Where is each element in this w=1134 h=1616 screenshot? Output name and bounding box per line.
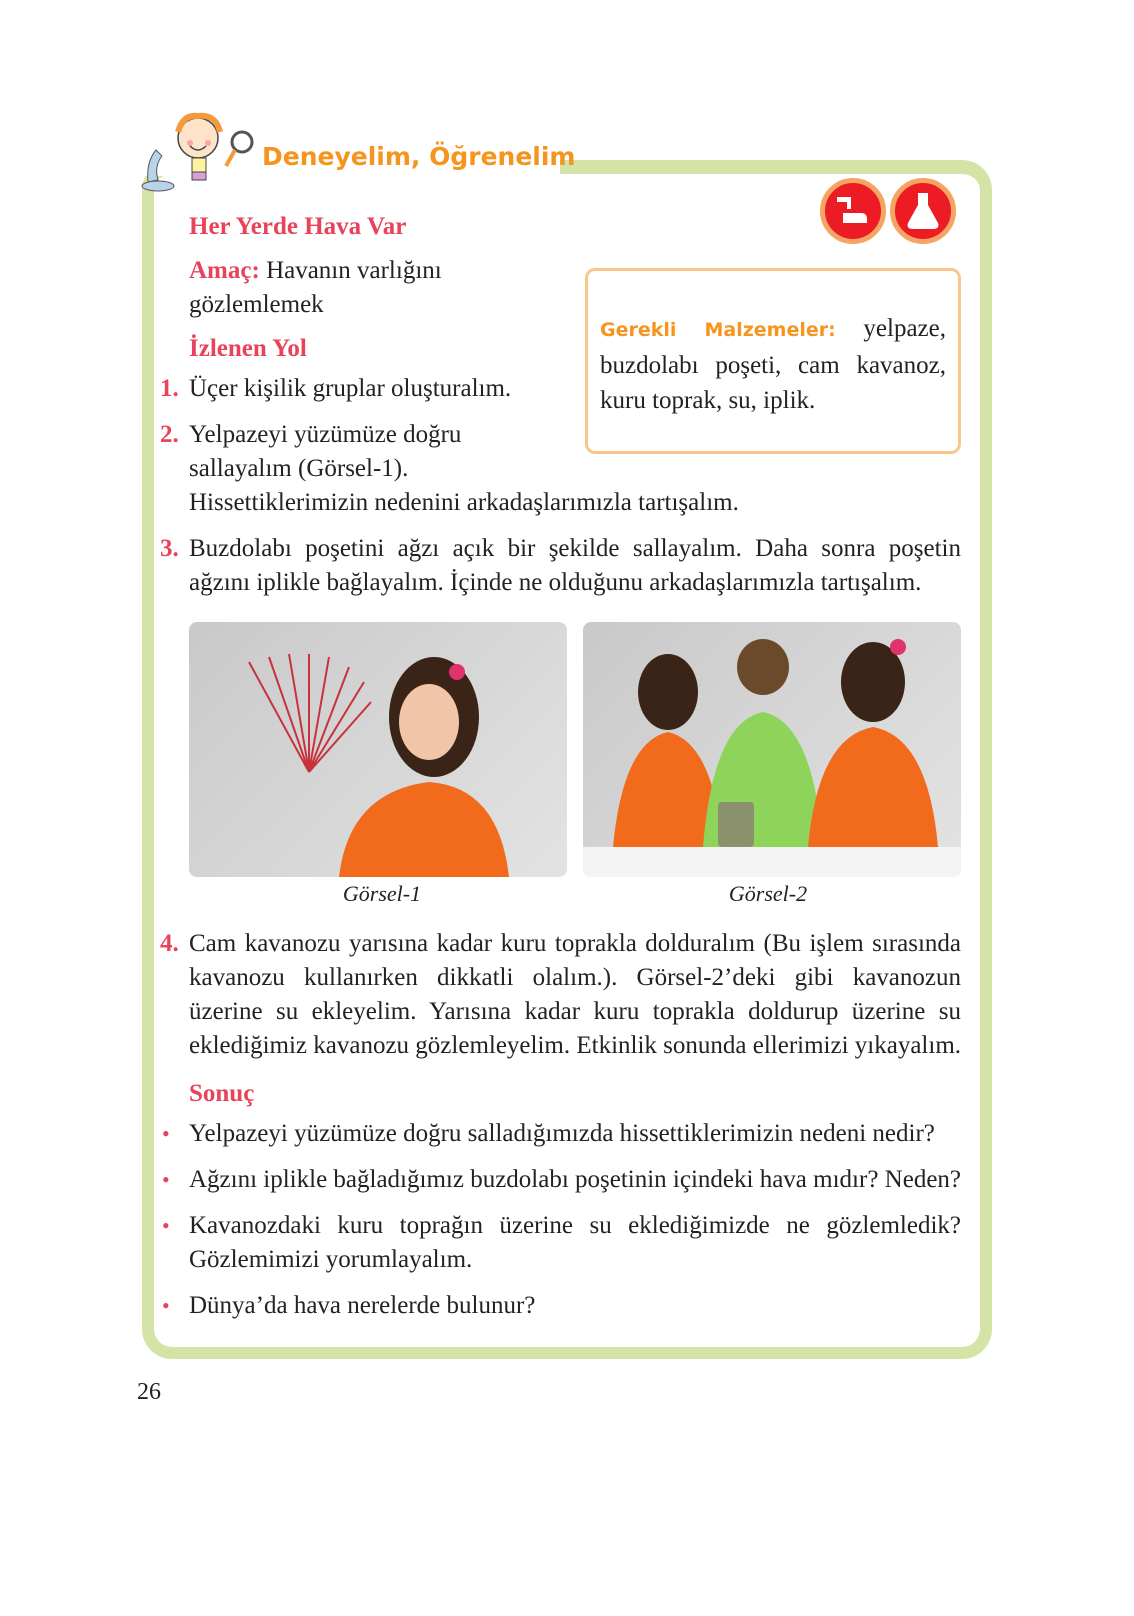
- step-text: Cam kavanozu yarısına kadar kuru toprakla dolduralım (Bu işlem sırasında kavanozu kullanırken dikkatli olalım.). Görsel-2’deki gibi kavanozun üzerine su ekleyelim. Yarısına kadar kuru toprakla doldurup üzerine su eklediğimiz kavanozu gözlemleyelim. Etkinlik sonunda ellerimizi yıkayalım.: [189, 930, 962, 1059]
- step-text: Üçer kişilik gruplar oluşturalım.: [189, 375, 512, 402]
- question-item: • Ağzını iplikle bağladığımız buzdolabı poşetinin içindeki hava mıdır? Neden?: [162, 1166, 962, 1193]
- photo-kids-with-jar: [583, 622, 961, 877]
- step-number: 2.: [160, 421, 179, 448]
- question: Yelpazeyi yüzümüze doğru salladığımızda hissettiklerimizin nedeni nedir?: [189, 1120, 935, 1147]
- aim-text: Havanın varlığını gözlemlemek: [189, 257, 442, 318]
- figures: [160, 622, 961, 877]
- step: [160, 372, 961, 406]
- step-number: 1.: [160, 375, 179, 402]
- question-item: • Dünya’da hava nerelerde bulunur?: [162, 1292, 536, 1319]
- question: Ağzını iplikle bağladığımız buzdolabı poşetinin içindeki hava mıdır? Neden?: [189, 1166, 962, 1193]
- aim-label: Amaç:: [189, 257, 260, 284]
- question: Kavanozdaki kuru toprağın üzerine su eklediğimizde ne gözlemledik? Gözlemimizi yorumlayalım.: [189, 1212, 961, 1273]
- question-item: • Kavanozdaki kuru toprağın üzerine su eklediğimizde ne gözlemledik? Gözlemimizi yorumlayalım.: [162, 1212, 961, 1273]
- safety-icons: [820, 178, 956, 244]
- activity-content: [160, 210, 961, 1323]
- step-number: 3.: [160, 535, 179, 562]
- flask-icon: [890, 178, 956, 244]
- step-number: 4.: [160, 930, 179, 957]
- step-text: Buzdolabı poşetini ağzı açık bir şekilde sallayalım. Daha sonra poşetin ağzını iplikle bağlayalım. İçinde ne olduğunu arkadaşlarımızla tartışalım.: [189, 535, 961, 596]
- question: Dünya’da hava nerelerde bulunur?: [189, 1292, 536, 1319]
- page-number: 26: [137, 1379, 161, 1405]
- question-item: • Yelpazeyi yüzümüze doğru salladığımızda hissettiklerimizin nedeni nedir?: [162, 1120, 935, 1147]
- section-title: Deneyelim, Öğrenelim: [262, 142, 576, 171]
- procedure-heading: İzlenen Yol: [189, 335, 307, 362]
- step: [160, 927, 961, 1063]
- green-frame: [142, 160, 992, 1359]
- materials-label: Gerekli Malzemeler:: [600, 319, 836, 341]
- hand-wash-icon: [820, 178, 886, 244]
- step: [160, 418, 961, 520]
- figure-caption: Görsel-2: [728, 881, 808, 906]
- step: [160, 532, 961, 600]
- mascot-scientist-icon: [138, 112, 258, 194]
- result-heading: Sonuç: [189, 1080, 255, 1107]
- materials-text: yelpaze, buzdolabı poşeti, cam kavanoz, kuru toprak, su, iplik.: [600, 315, 946, 414]
- figure-caption: Görsel-1: [342, 881, 422, 906]
- step-text: Yelpazeyi yüzümüze doğru sallayalım (Görsel-1). Hissettiklerimizin nedenini arkadaşlarımızla tartışalım.: [189, 421, 739, 516]
- activity-title: Her Yerde Hava Var: [189, 213, 407, 240]
- photo-girl-with-fan: [189, 622, 567, 877]
